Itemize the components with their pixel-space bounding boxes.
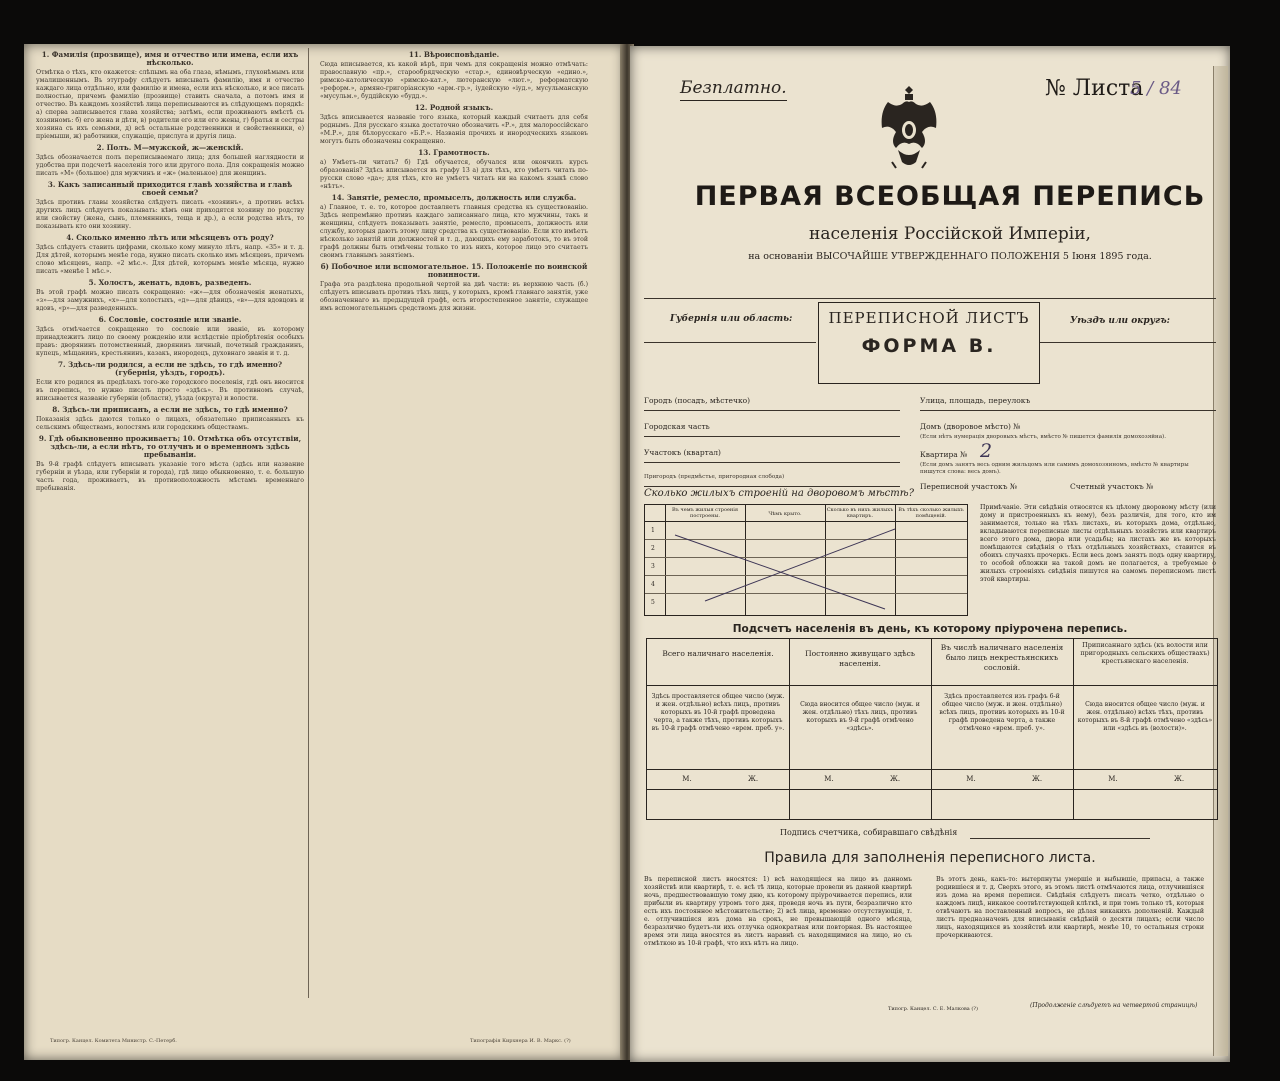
rules-column-1: Въ переписной листъ вносятся: 1) всѣ находящіеся на лицо въ данномъ хозяйствѣ или квартирѣ, т. е. всѣ тѣ лица, которые провели въ данной квартирѣ ночь, предшествовавшую тому дню, къ которому пріурочивается перепись, или прибыли въ квартиру утромъ того дня, проведя ночь въ пути, безразлично кто есть ихъ постоянное мѣстожительство; 2) всѣ лица, временно отсутствующія, т. е. отлучившіяся изъ дома на срокъ, не превышающій одного мѣсяца, безразлично будетъ-ли ихъ отлучка однократная или повторная. Въ настоящее время эти лица вносятся въ листъ наравнѣ съ находящимися на лицо, но съ отмѣткою въ 10-й графѣ, что ихъ нѣтъ на лицо. [644,876,912,947]
field-city-line [644,410,900,411]
count-m: М. [682,775,692,783]
sheet-number-handwritten: 5 / 84 [1130,78,1182,99]
instruction-heading: б) Побочное или вспомогательное. 15. Положеніе по воинской повинности. [320,262,588,279]
instruction-text: Графа эта раздѣлена продольной чертой на двѣ части: въ верхнюю часть (б.) слѣдуетъ вписывать противъ тѣхъ лицъ, у которыхъ, кромѣ главнаго занятія, уже обозначеннаго въ предыдущей графѣ, есть второстепенное занятіе, служащее имъ вспомогательнымъ средствомъ для жизни. [320,281,588,312]
rules-column-2: Въ этотъ день, какъ-то: вытерпнуты умершіе и выбывшіе, припасы, а также родившіеся и т. д. Сверхъ этого, въ этомъ листѣ отмѣчаются лица, отлучившіяся изъ дома на время переписи. Свѣдѣнія слѣдуетъ писать четко, отдѣльно о каждомъ лицѣ, никакое соотвѣтствующей клѣткѣ, и при томъ только тѣ, которыя отвѣчаютъ на поставленный вопросъ, не дѣлая никакихъ дополненій. Каждый листъ предназначенъ для вписыванія свѣдѣній о десяти лицахъ; если число лицъ, находящихся въ хозяйствѣ или квартирѣ, менѣе 10, то остальныя строки прочеркиваются. [936,876,1204,939]
instruction-heading: 8. Здѣсь-ли приписанъ, а если не здѣсь, то гдѣ именно? [52,405,288,414]
instruction-heading: 4. Сколько именно лѣтъ или мѣсяцевъ отъ роду? [66,233,274,242]
field-street: Улица, площадь, переулокъ [920,396,1031,405]
field-suburb-line [644,486,900,487]
instruction-text: Отмѣтка о тѣхъ, кто окажется: слѣпымъ на оба глаза, нѣмымъ, глухонѣмымъ или умалишеннымъ. Въ этуграфу слѣдуетъ вписывать фамилію, имя и отчество каждаго лица отдѣльно, или фамилію и имена, если ихъ нѣсколько, и все писать полностью, причемъ фамилію (прозвище) ставить сначала, а потомъ имя и отчество. Въ каждомъ хозяйствѣ лица переписываются въ слѣдующемъ порядкѣ: а) сперва записывается глава хозяйства; затѣмъ, если проживаютъ вмѣстѣ съ хозяиномъ: б) его жена и дѣти, в) родители его или его жены, г) братья и сестры хозяина съ ихъ семьями, д) всѣ остальные родственники и свойственники, е) пріемыши, ж) работники, служащіе, прислуга и другія лица. [36,69,304,140]
column-divider [308,48,309,998]
printer-imprint-left: Типогр. Канцел. Комитета Министр. С.-Петерб. [50,1038,177,1044]
count-body-peasant: Сюда вносится общее число (муж. и жен. отдѣльно) всѣхъ тѣхъ, противъ которыхъ въ 8-й графѣ отмѣчено «здѣсь» или «здѣсь въ (волости)». [1077,701,1213,732]
instruction-text: Показанія здѣсь даются только о лицахъ, обязательно приписанныхъ къ сельскимъ обществамъ, волостямъ или городскимъ обществамъ. [36,416,304,431]
count-m: М. [966,775,976,783]
enumerator-signature-label: Подпись счетчика, собиравшаго свѣдѣнія [780,828,958,837]
count-f: Ж. [889,775,901,783]
field-house: Домъ (дворовое мѣсто) № [920,422,1021,431]
dwelling-header-roof: Чѣмъ крыто. [768,511,802,517]
gubernia-label: Губернія или область: [670,314,793,324]
uezd-line [1040,342,1216,343]
uezd-label: Уѣздъ или округъ: [1070,316,1170,326]
field-apartment: Квартира № [920,450,968,459]
field-apartment-note: (Если домъ занятъ весь одним жильцомъ или самимъ домохозяиномъ, вмѣсто № квартиры пишутся слова: весь домъ). [920,462,1189,475]
dwelling-row-num: 2 [651,545,655,552]
instruction-text: Въ 9-й графѣ слѣдуетъ вписывать указаніе того мѣста (здѣсь или название губерніи и уѣзда, или губерніи и города), гдѣ лицо обыкновенно, т. е. большую часть года, проживаетъ, въ противоположность мѣстамъ временнаго пребыванія. [36,461,304,492]
instruction-heading: 7. Здѣсь-ли родился, а если не здѣсь, то гдѣ именно? (губернія, уѣздъ, городъ). [57,360,283,377]
field-street-line [920,410,1216,411]
dwelling-row-num: 5 [651,599,655,606]
count-f: Ж. [747,775,759,783]
instruction-text: Здѣсь вписывается названіе того языка, который каждый считаетъ для себя роднымъ. Для русскаго языка достаточно обозначить «Р.», для малороссійскаго «М.Р.», для бѣлорусскаго «Б.Р.». Названія прочихъ и инородческихъ языковъ могутъ быть обозначены сокращенно. [320,114,588,145]
sheet-number-label: № Листа [1045,76,1144,101]
dwelling-note: Примѣчаніе. Эти свѣдѣнія относятся къ цѣлому дворовому мѣсту (или дому и пристроенныхъ къ нему), безъ различія, для того, кто им занимается, только на тѣхъ листахъ, въ которыхъ дома, отдѣльно, вкладываются переписные листы отдѣльныхъ хозяйствъ или квартиръ всего этого дома, двора или усадьбы; на листахъ же въ которыхъ помѣщаются свѣдѣнія о тѣхъ отдѣльныхъ хозяйствахъ, ставится въ обоихъ случаяхъ прочеркъ. Если весь домъ занятъ подъ одну квартиру, то особой обложки на такой домъ не полагается, а требуемые о жилыхъ строеніяхъ свѣдѣнія пишутся на самомъ переписномъ листѣ этой квартиры. [980,504,1216,583]
field-city-part: Городская часть [644,422,710,431]
form-subtitle: населенія Россійской Имперіи, [809,224,1091,244]
field-house-note: (Если нѣтъ нумерація дворовыхъ мѣстъ, вмѣсто № пишется фамилія домохозяйна). [920,434,1166,440]
count-body-resident: Сюда вносится общее число (муж. и жен. отдѣльно) тѣхъ лицъ, противъ которыхъ въ 9-й графѣ отмѣчено «здѣсь». [800,701,920,732]
printer-imprint: Типогр. Канцел. С. Е. Малкова (?) [888,1006,978,1012]
population-count-table [646,638,1218,820]
census-form [630,46,1230,1062]
instruction-text: Здѣсь противъ главы хозяйства слѣдуетъ писать «хозяинъ», а противъ всѣхъ другихъ лицъ слѣдуетъ показывать: кѣмъ они приходятся хозяину по родству или свойству (жена, сынъ, племянникъ, теща и др.), а если родства нѣтъ, то показывать кто они хозяину. [36,199,304,230]
instruction-text: а) Главное, т. е. то, которое доставляетъ главныя средства къ существованію. Здѣсь непремѣнно противъ каждаго записаннаго лица, кто мужчины, такъ и женщины, слѣдуетъ показывать занятіе, ремесло, промыселъ, должность или службу, которыя даютъ этому лицу средства къ существованію. Если кто имѣетъ нѣсколько занятій или должностей и т. д., дающихъ ему заработокъ, то въ этой графѣ должны быть отмѣчены только то изъ нихъ, которое лицо это считаетъ своимъ главнымъ занятіемъ. [320,204,588,259]
count-m: М. [824,775,834,783]
form-letter-label: ФОРМА В. [861,335,997,357]
field-suburb: Пригородъ (предмѣстье, пригородная слобода) [644,474,785,480]
free-label: Безплатно. [680,78,787,98]
instruction-heading: 1. Фамилія (прозвище), имя и отчество или имена, если ихъ нѣсколько. [41,50,299,67]
population-count-title: Подсчетъ населенія въ день, къ которому пріурочена перепись. [732,623,1128,635]
continued-note: (Продолженіе слѣдуетъ на четвертой страницѣ) [1030,1002,1198,1009]
instruction-text: Въ этой графѣ можно писать сокращенно: «ж»—для обозначенія женатыхъ, «з»—для замужнихъ, «х»—для холостыхъ, «д»—для дѣвицъ, «в»—для вдовцовъ и вдовъ, «р»—для разведенныхъ. [36,289,304,312]
instruction-text: Здѣсь слѣдуетъ ставить цифрами, сколько кому минуло лѣтъ, напр. «35» и т. д. Для дѣтей, которымъ менѣе года, нужно писать сколько имъ мѣсяцевъ, причемъ слово мѣсяцевъ, напр. «2 мѣс.». Для дѣтей, которымъ менѣе мѣсяца, нужно писать «менѣе 1 мѣс.». [36,244,304,275]
instruction-heading: 6. Сословіе, состояніе или званіе. [98,315,242,324]
instruction-heading: 3. Какъ записанный приходится главѣ хозяйства и главѣ своей семьи? [47,180,293,197]
count-head-resident: Постоянно живущаго здѣсь населенія. [805,649,915,668]
dwelling-header-rooms: Въ тѣхъ сколько жилыхъ помѣщеній. [898,507,964,519]
instruction-heading: 11. Вѣроисповѣданіе. [408,50,500,59]
instruction-heading: 9. Гдѣ обыкновенно проживаетъ; 10. Отмѣтка объ отсутствіи, здѣсь-ли, а если нѣтъ, то отлучнъ и о временномъ здѣсь пребываніи. [38,434,302,459]
header-rule [644,298,1216,299]
count-head-non-peasant: Въ числѣ наличнаго населенія было лицъ некрестьянскихъ сословій. [940,643,1064,672]
instructions-column-1 [36,48,304,1008]
field-precinct: Участокъ (квартал) [644,448,721,457]
count-body-non-peasant: Здѣсь проставляется изъ графъ 6-й общее число (муж. и жен. отдѣльно) всѣхъ лицъ, противъ которыхъ въ 10-й графѣ проведена черта, а также отмѣчено «врем. преб. у». [939,693,1065,732]
dwelling-header-material: Въ чемъ жилыя строенія построены. [671,507,739,519]
instruction-text: Здѣсь отмѣчается сокращенно то сословіе или званіе, въ которому принадлежитъ лицо по своему рожденію или вслѣдствіе пріобрѣтенія особыхъ правъ: дворянинъ потомственный, дворянинъ личный, почетный гражданинъ, купецъ, мѣщанинъ, крестьянинъ, казакъ, инородецъ, духовнаго званія и т. д. [36,326,304,357]
dwelling-row-num: 4 [651,581,655,588]
instruction-heading: 5. Холостъ, женатъ, вдовъ, разведенъ. [88,278,252,287]
instruction-text: Здѣсь обозначается полъ переписываемаго лица; для большей наглядности и удобства при подсчетѣ населенія того или другого пола. Для сокращенія можно писать «М» (большое) для мужчинъ и «ж» (маленькое) для женщинъ. [36,154,304,177]
field-city-part-line [644,436,900,437]
dwelling-row-num: 3 [651,563,655,570]
dwelling-row-num: 1 [651,527,655,534]
dwelling-table [644,504,968,616]
instruction-heading: 14. Занятіе, ремесло, промыселъ, должность или служба. [331,193,577,202]
form-decree-line: на основаніи ВЫСОЧАЙШЕ УТВЕРЖДЕННАГО ПОЛОЖЕНІЯ 5 Іюня 1895 года. [748,251,1152,262]
count-m: М. [1108,775,1118,783]
apartment-handwritten: 2 [980,440,993,462]
count-head-present: Всего наличнаго населенія. [662,649,774,658]
instruction-text: Если кто родился въ предѣлахъ того-же городского поселенія, гдѣ онъ вносится въ перепись, то нужно писать просто «здѣсь». Въ противномъ случаѣ, вписывается названіе губерніи (области), уѣзда (округа) и волости. [36,379,304,402]
instruction-text: Сюда вписывается, къ какой вѣрѣ, при чемъ для сокращенія можно отмѣчать: православную «пр.», старообрядческую «стар.», единовѣрческую «едино.», римско-католическую «римско-кат.», лютеранскую «лют.», реформатскую «реформ.», армяно-григоріанскую «арм.-гр.», іудейскую «іуд.», мусульманскую «мусульм.», буддійскую «будд.». [320,61,588,100]
printer-imprint-right: Типографія Кирхнера И. В. Маркс. (?) [470,1038,571,1044]
count-f: Ж. [1031,775,1043,783]
dwelling-header-apartments: Сколько въ нихъ жилыхъ квартиръ. [826,507,894,519]
count-f: Ж. [1173,775,1185,783]
field-counting-district: Счетный участокъ № [1070,482,1154,491]
sheet-box-title: ПЕРЕПИСНОЙ ЛИСТЪ [828,309,1030,327]
field-precinct-line [644,462,900,463]
field-city: Городъ (посадъ, мѣстечко) [644,396,751,405]
double-headed-eagle-emblem [878,80,940,172]
count-head-peasant: Приписаннаго здѣсь (къ волости или пригородныхъ сельскихъ обществахъ) крестьянскаго населенія. [1080,641,1210,665]
rules-title: Правила для заполненія переписного листа. [764,850,1096,866]
dwelling-crossout [645,505,967,615]
instruction-heading: 2. Полъ. М—мужской, ж—женскій. [96,143,244,152]
gubernia-line [644,342,816,343]
instruction-text: а) Умѣетъ-ли читать? б) Гдѣ обучается, обучался или окончилъ курсъ образованія? Здѣсь вписывается въ графу 13 а) для тѣхъ, кто умѣетъ читать по-русски слово «да»; для тѣхъ, кто не умѣетъ читать ни на какомъ языкѣ слово «нѣтъ». [320,159,588,190]
dwelling-question: Сколько жилыхъ строеній на дворовомъ мѣстѣ? [644,488,914,499]
instruction-heading: 13. Грамотность. [418,148,490,157]
form-main-title: ПЕРВАЯ ВСЕОБЩАЯ ПЕРЕПИСЬ [694,181,1206,212]
signature-line [970,838,1150,839]
instruction-heading: 12. Родной языкъ. [414,103,494,112]
field-census-district: Переписной участокъ № [920,482,1017,491]
sheet-title-box [818,302,1040,384]
instructions-column-2 [320,48,588,1008]
count-body-present: Здѣсь проставляется общее число (муж. и жен. отдѣльно) всѣхъ лицъ, противъ которыхъ въ 10-й графѣ проведена черта, а также тѣхъ, противъ которыхъ въ 10-й графѣ отмѣчено «врем. преб. у». [651,693,785,732]
